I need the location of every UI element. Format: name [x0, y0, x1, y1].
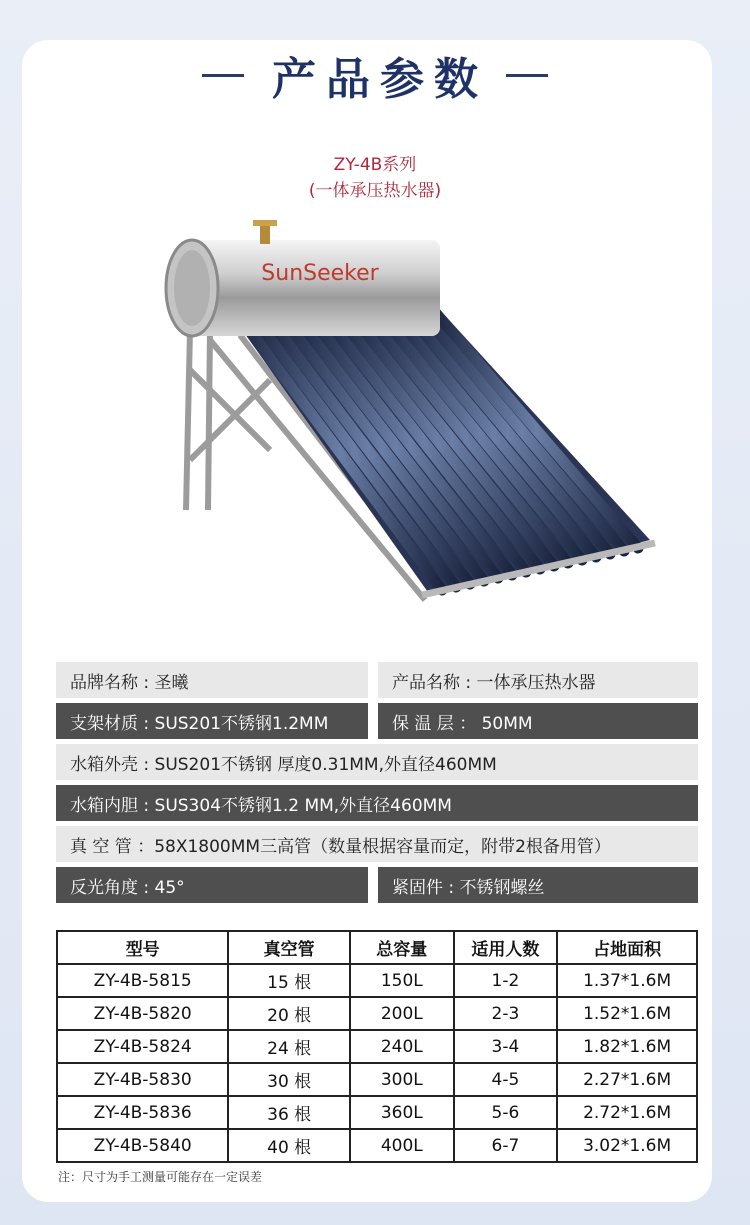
spec-reflect-angle: 反光角度 : 45°	[56, 867, 368, 903]
spec-row-6	[56, 867, 698, 903]
page-title: 产品参数	[272, 54, 488, 105]
table-row	[57, 1096, 697, 1129]
title-line-right	[506, 74, 548, 77]
header-tubes: 真空管	[228, 931, 350, 964]
header-area: 占地面积	[557, 931, 697, 964]
cell-tubes: 40 根	[228, 1129, 350, 1162]
spec-row-4	[56, 785, 698, 821]
cell-persons: 3-4	[454, 1030, 558, 1063]
cell-capacity: 150L	[350, 964, 454, 997]
cell-capacity: 240L	[350, 1030, 454, 1063]
cell-area: 1.82*1.6M	[557, 1030, 697, 1063]
vacuum-tubes	[228, 310, 655, 595]
model-table	[56, 930, 698, 1163]
cell-persons: 1-2	[454, 964, 558, 997]
cell-model: ZY-4B-5824	[57, 1030, 228, 1063]
table-header-row	[57, 931, 697, 964]
spec-row-1	[56, 662, 698, 698]
cell-capacity: 200L	[350, 997, 454, 1030]
table-row	[57, 1030, 697, 1063]
table-row	[57, 1063, 697, 1096]
cell-area: 3.02*1.6M	[557, 1129, 697, 1162]
cell-model: ZY-4B-5840	[57, 1129, 228, 1162]
spec-fastener: 紧固件 : 不锈钢螺丝	[378, 867, 698, 903]
cell-area: 1.37*1.6M	[557, 964, 697, 997]
title-line-left	[202, 74, 244, 77]
spec-brand: 品牌名称 : 圣曦	[56, 662, 368, 698]
spec-product-name: 产品名称 : 一体承压热水器	[378, 662, 698, 698]
cell-capacity: 360L	[350, 1096, 454, 1129]
spec-row-2	[56, 703, 698, 739]
table-row	[57, 964, 697, 997]
cell-area: 2.27*1.6M	[557, 1063, 697, 1096]
solar-water-heater-image	[150, 210, 670, 620]
cell-persons: 4-5	[454, 1063, 558, 1096]
cell-tubes: 24 根	[228, 1030, 350, 1063]
brand-logo: SunSeeker	[261, 261, 379, 286]
cell-model: ZY-4B-5830	[57, 1063, 228, 1096]
cell-model: ZY-4B-5820	[57, 997, 228, 1030]
cell-tubes: 30 根	[228, 1063, 350, 1096]
cell-capacity: 400L	[350, 1129, 454, 1162]
spec-insulation: 保 温 层 ： 50MM	[378, 703, 698, 739]
cell-persons: 2-3	[454, 997, 558, 1030]
series-label: ZY-4B系列	[333, 155, 417, 175]
table-row	[57, 1129, 697, 1162]
product-type-label: (一体承压热水器)	[308, 181, 442, 201]
cell-area: 2.72*1.6M	[557, 1096, 697, 1129]
cell-persons: 6-7	[454, 1129, 558, 1162]
cell-persons: 5-6	[454, 1096, 558, 1129]
cell-tubes: 15 根	[228, 964, 350, 997]
cell-capacity: 300L	[350, 1063, 454, 1096]
header-model: 型号	[57, 931, 228, 964]
spec-frame-material: 支架材质 : SUS201不锈钢1.2MM	[56, 703, 368, 739]
cell-model: ZY-4B-5815	[57, 964, 228, 997]
title-row	[0, 40, 750, 110]
spec-row-3	[56, 744, 698, 780]
header-persons: 适用人数	[454, 931, 558, 964]
cell-area: 1.52*1.6M	[557, 997, 697, 1030]
spec-tank-shell: 水箱外壳 : SUS201不锈钢 厚度0.31MM,外直径460MM	[56, 744, 698, 780]
header-capacity: 总容量	[350, 931, 454, 964]
measurement-note: 注：尺寸为手工测量可能存在一定误差	[58, 1170, 263, 1184]
spec-vacuum-tubes: 真 空 管 ：58X1800MM三高管（数量根据容量而定，附带2根备用管）	[56, 826, 698, 862]
cell-tubes: 36 根	[228, 1096, 350, 1129]
cell-model: ZY-4B-5836	[57, 1096, 228, 1129]
spec-tank-inner: 水箱内胆 : SUS304不锈钢1.2 MM,外直径460MM	[56, 785, 698, 821]
spec-row-5	[56, 826, 698, 862]
cell-tubes: 20 根	[228, 997, 350, 1030]
table-row	[57, 997, 697, 1030]
